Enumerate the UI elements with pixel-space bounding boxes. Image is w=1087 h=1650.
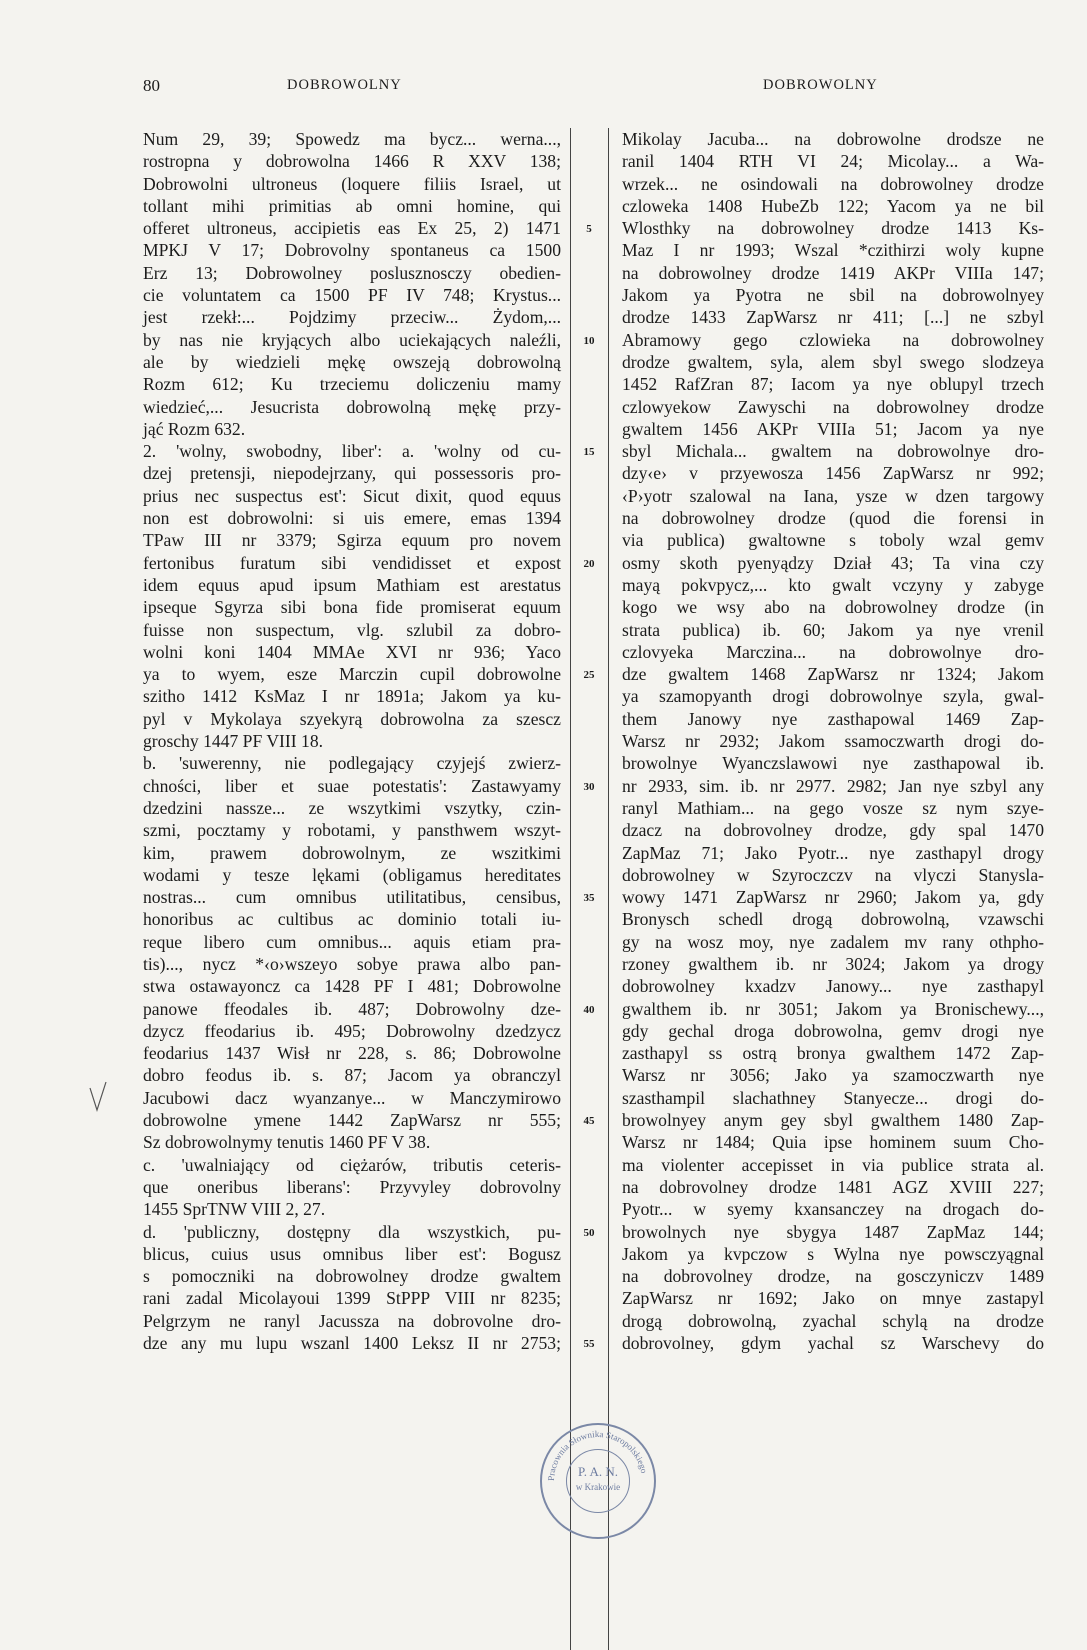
line-number: 5 [586, 223, 592, 236]
text-line: ya szamopyanth drogi dobrowolnye szyla, gwal- [622, 686, 1044, 707]
line-number: 45 [583, 1115, 595, 1128]
text-line: Jakom ya Pyotra ne sbil na dobrowolnyey [622, 285, 1044, 306]
text-line: Dobrowolni ultroneus (loquere filiis Israel, ut [143, 173, 561, 194]
text-line: 1455 SprTNW VIII 2, 27. [143, 1199, 326, 1220]
text-line: cie voluntatem ca 1500 PF IV 748; Krystus... [143, 285, 561, 306]
text-line: rostropna y dobrowolna 1466 R XXV 138; [143, 151, 561, 172]
text-line: kim, prawem dobrowolnym, ze wszitkimi [143, 842, 561, 863]
line-number: 40 [583, 1003, 595, 1016]
text-line: dobrowolne ymene 1442 ZapWarsz nr 555; [143, 1110, 561, 1131]
text-line: by nas nie kryjących albo uciekających naleźli, [143, 329, 561, 350]
text-line: b. 'suwerenny, nie podlegający czyjejś zwierz- [143, 753, 561, 774]
text-line: honoribus ac cultibus ac dominio totali iu- [143, 909, 561, 930]
text-line: Maz I nr 1993; Wszal *czithirzi woly kupne [622, 240, 1044, 261]
text-line: c. 'uwalniający od ciężarów, tributis ceteris- [143, 1154, 561, 1175]
text-line: Erz 13; Dobrowolney poslusznosczy obedien- [143, 262, 561, 283]
stamp-city-text: w Krakowie [575, 1482, 621, 1492]
text-line: Num 29, 39; Spowedz ma bycz... werna..., [143, 129, 561, 149]
text-line: kogo we wsy abo na dobrowolney drodze (in [622, 597, 1044, 618]
text-line: dze gwaltem 1468 ZapWarsz nr 1324; Jakom [622, 664, 1044, 685]
running-head-left: DOBROWOLNY [287, 77, 402, 93]
text-line: na dobrovolney drodze 1481 AGZ XVIII 227; [622, 1176, 1044, 1197]
text-line: dzy‹e› v przyewosza 1456 ZapWarsz nr 992; [622, 463, 1044, 484]
text-line: them Janowy nye zasthapowal 1469 Zap- [622, 708, 1044, 729]
text-line: stwa ostawayoncz ca 1428 PF I 481; Dobrowolne [143, 976, 561, 997]
text-line: rzoney gwalthem ib. nr 3024; Jakom ya drogy [622, 953, 1044, 974]
line-number: 25 [583, 669, 595, 682]
text-line: que oneribus liberans': Przyvyley dobrovolny [143, 1176, 561, 1197]
text-line: browolnye Wyanczslawowi nye zasthapowal ib. [622, 753, 1044, 774]
text-line: nostras... cum omnibus utilitatibus, censibus, [143, 887, 561, 908]
text-line: gwalthem ib. nr 3051; Jakom ya Bronischewy..., [622, 998, 1044, 1019]
text-line: reque libero cum omnibus... aquis etiam pra- [143, 931, 561, 952]
text-line: via publica) gwaltowne s toboly wzal gemv [622, 530, 1044, 551]
text-line: browolnych nye sbygya 1487 ZapMaz 144; [622, 1221, 1044, 1242]
text-line: fuisse non suspectum, vlg. szlubil za dobro- [143, 619, 561, 640]
text-line: strata publica) ib. 60; Jakom ya nye vrenil [622, 619, 1044, 640]
text-line: dzacz na dobrovolney drodze, gdy spal 1470 [622, 820, 1044, 841]
text-line: dobrowolney kxadzv Janowy... nye zasthapyl [622, 976, 1044, 997]
text-line: dzycz ffeodarius ib. 495; Dobrowolny dzedzycz [143, 1020, 561, 1041]
text-line: non est dobrowolni: si uis emere, emas 1394 [143, 508, 561, 529]
text-line: ipseque Sgyrza sibi bona fide promiserat equum [143, 597, 561, 618]
pencil-check-mark [88, 1080, 108, 1112]
text-line: wiedzieć,... Jesucrista dobrowolną mękę przy- [143, 396, 561, 417]
text-line: ranil 1404 RTH VI 24; Micolay... a Wa- [622, 151, 1044, 172]
text-line: mayą pokvpycz,... kto gwalt vczyny y zabyge [622, 574, 1044, 595]
page-number: 80 [143, 76, 160, 95]
text-line: ZapMaz 71; Jako Pyotr... nye zasthapyl drogy [622, 842, 1044, 863]
text-line: MPKJ V 17; Dobrovolny spontaneus ca 1500 [143, 240, 561, 261]
text-line: 2. 'wolny, swobodny, liber': a. 'wolny od cu- [143, 441, 561, 462]
text-line: wolni koni 1404 MMAe XVI nr 936; Yaco [143, 641, 561, 662]
text-line: dobro feodus ib. s. 87; Jacom ya obranczyl [143, 1065, 561, 1086]
text-line: Warsz nr 3056; Jako ya szamoczwarth nye [622, 1065, 1044, 1086]
text-line: Rozm 612; Ku trzeciemu doliczeniu mamy [143, 374, 561, 395]
text-line: drodze gwaltem, syla, alem sbyl swego slodzeya [622, 351, 1044, 372]
text-line: zasthapyl ss ostrą bronya gwalthem 1472 Zap- [622, 1043, 1044, 1064]
text-line: Bronysch schedl drogą dobrowolną, vzawschi [622, 909, 1044, 930]
text-line: szmi, pocztamy y robotami, y pansthwem wszyt- [143, 820, 561, 841]
text-line: blicus, cuius usus omnibus liber est': Bogusz [143, 1243, 561, 1264]
text-line: jest rzekł:... Pojdzimy przeciw... Żydom,... [143, 307, 561, 328]
text-line: jąć Rozm 632. [143, 418, 246, 439]
stamp-ring-text: Pracownia Słownika Staropolskiego [545, 1428, 650, 1482]
stamp-center-text: P. A. N. [577, 1464, 619, 1479]
text-line: s pomoczniki na dobrowolney drodze gwaltem [143, 1266, 561, 1287]
left-gutter-rule [570, 128, 572, 1650]
text-line: wrzek... ne osindowali na dobrowolney drodze [622, 173, 1044, 194]
line-number: 50 [583, 1226, 595, 1239]
line-number: 10 [583, 334, 595, 347]
text-line: gwaltem 1456 AKPr VIIIa 51; Jacom ya nye [622, 418, 1044, 439]
text-line: offeret ultroneus, accipietis eas Ex 25, 2) 1471 [143, 218, 561, 239]
running-head-right: DOBROWOLNY [763, 77, 878, 93]
text-line: idem equus apud ipsum Mathiam est arestatus [143, 574, 561, 595]
right-gutter-rule [608, 128, 610, 1650]
text-line: drogą dobrowolną, zyachal schylą na drodze [622, 1310, 1044, 1331]
line-number: 55 [583, 1338, 595, 1351]
library-stamp [540, 1423, 656, 1539]
line-number: 30 [583, 780, 595, 793]
text-line: czlowyekow Zawyschi na dobrowolney drodze [622, 396, 1044, 417]
text-line: szitho 1412 KsMaz I nr 1891a; Jakom ya ku- [143, 686, 561, 707]
text-line: szasthampil slachathney Stanyecze... drogi do- [622, 1087, 1044, 1108]
text-line: browolnyey anym gey sbyl gwalthem 1480 Zap- [622, 1110, 1044, 1131]
text-line: nr 2933, sim. ib. nr 2977. 2982; Jan nye szbyl any [622, 775, 1044, 796]
text-line: d. 'publiczny, dostępny dla wszystkich, pu- [143, 1221, 561, 1242]
text-line: ZapWarsz nr 1692; Jako on mnye zastapyl [622, 1288, 1044, 1309]
text-line: osmy skoth pyenyądzy Dział 43; Ta vina czy [622, 552, 1044, 573]
text-line: Warsz nr 1484; Quia ipse hominem suum Cho- [622, 1132, 1044, 1153]
text-line: wodami y tesze lękami (obligamus hereditates [143, 864, 561, 885]
text-line: tis)..., nycz *‹o›wszeyo sobye prawa albo pan- [143, 953, 561, 974]
text-line: dze any mu lupu wszanl 1400 Leksz II nr 2753; [143, 1333, 561, 1354]
text-line: czloweka 1408 HubeZb 122; Yacom ya ne bil [622, 195, 1044, 216]
text-line: ya to wyem, esze Marczin cupil dobrowolne [143, 664, 561, 685]
text-line: Sz dobrowolnymy tenutis 1460 PF V 38. [143, 1132, 431, 1153]
text-line: na dobrowolney drodze (quod die forensi in [622, 508, 1044, 529]
text-line: groschy 1447 PF VIII 18. [143, 731, 324, 752]
text-line: Pelgrzym ne ranyl Jacussza na dobrovolne dro- [143, 1310, 561, 1331]
text-line: fertonibus furatum sibi vendidisset et expost [143, 552, 561, 573]
text-line: drodze 1433 ZapWarsz nr 411; [...] ne szbyl [622, 307, 1044, 328]
text-line: chności, liber et suae potestatis': Zastawyamy [143, 775, 561, 796]
text-line: na dobrovolney drodze, na gosczyniczv 1489 [622, 1266, 1044, 1287]
text-line: Abramowy gego czlowieka na dobrowolney [622, 329, 1044, 350]
left-column [143, 128, 561, 1354]
text-line: na dobrowolney drodze 1419 AKPr VIIIa 147; [622, 262, 1044, 283]
text-line: 1452 RafZran 87; Iacom ya nye oblupyl trzech [622, 374, 1044, 395]
text-line: dobrovolney, gdym yachal sz Warschevy do [622, 1333, 1044, 1354]
text-line: sbyl Michala... gwaltem na dobrowolnye dro- [622, 441, 1044, 462]
text-line: gy na wosz moy, nye zadalem mv rany othpho- [622, 931, 1044, 952]
text-line: tollant mihi primitias ab omni homine, qui [143, 195, 561, 216]
line-number: 35 [583, 892, 595, 905]
line-number: 15 [583, 446, 595, 459]
text-line: TPaw III nr 3379; Sgirza equum pro novem [143, 530, 561, 551]
text-line: Wlosthky na dobrowolney drodze 1413 Ks- [622, 218, 1044, 239]
text-line: panowe ffeodales ib. 487; Dobrowolny dze- [143, 998, 561, 1019]
text-line: Jacubowi dacz wyanzanye... w Manczymirowo [143, 1087, 561, 1108]
right-column [622, 128, 1044, 1354]
text-line: ma violenter accepisset in via publice strata al. [622, 1154, 1044, 1175]
text-line: ale by wiedzieli mękę owszeją dobrowolną [143, 351, 561, 372]
text-line: gdy gechal droga dobrowolna, gemv drogi nye [622, 1020, 1044, 1041]
line-number: 20 [583, 557, 595, 570]
text-line: dzej pretensji, niepodejrzany, qui possessoris pro- [143, 463, 561, 484]
stamp-inner-circle [566, 1449, 630, 1513]
text-line: Mikolay Jacuba... na dobrowolne drodsze ne [622, 129, 1044, 149]
text-line: Jakom ya kvpczow s Wylna nye powsczyągnal [622, 1243, 1044, 1264]
text-line: dzedzini nassze... ze wszytkimi vszytky, czin- [143, 797, 561, 818]
text-line: czlovyeka Marczina... na dobrowolnye dro- [622, 641, 1044, 662]
text-line: ‹P›yotr szalowal na Iana, ysze w dzen targowy [622, 485, 1044, 506]
text-line: dobrowolney w Szyroczczv na vlyczi Stanysla- [622, 864, 1044, 885]
text-line: feodarius 1437 Wisł nr 228, s. 86; Dobrowolne [143, 1043, 561, 1064]
text-line: Pyotr... w syemy kxansanczey na drogach do- [622, 1199, 1044, 1220]
text-line: ranyl Mathiam... na gego vosze sz nym szye- [622, 797, 1044, 818]
text-line: rani zadal Micolayoui 1399 StPPP VIII nr 8235; [143, 1288, 561, 1309]
page-header [0, 76, 1087, 100]
text-line: Warsz nr 2932; Jakom ssamoczwarth drogi do- [622, 731, 1044, 752]
text-line: prius nec suspectus est': Sicut dixit, quod equus [143, 485, 561, 506]
text-line: pyl v Mykolaya szyekyrą dobrowolna za szescz [143, 708, 561, 729]
text-line: wowy 1471 ZapWarsz nr 2960; Jakom ya, gdy [622, 887, 1044, 908]
